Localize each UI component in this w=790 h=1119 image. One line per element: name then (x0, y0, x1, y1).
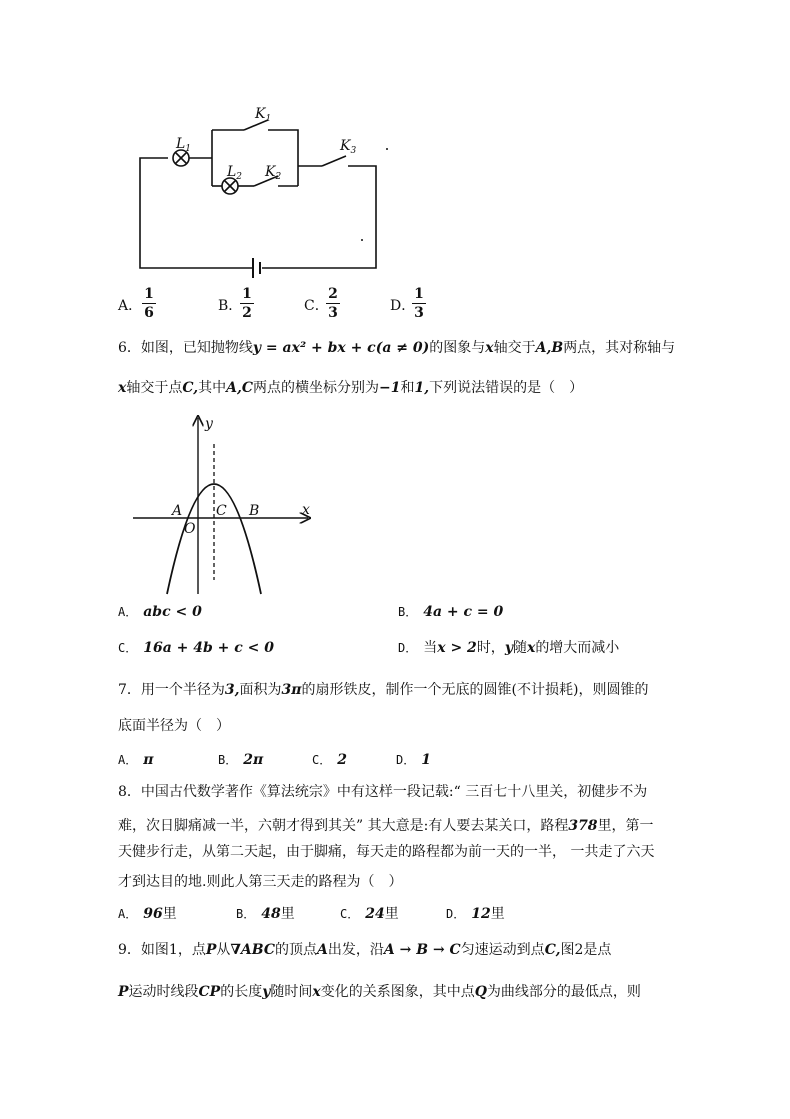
circuit-diagram (130, 100, 390, 280)
svg-text:L1: $L_1$ (176, 136, 192, 154)
point-label-a: A (172, 503, 183, 519)
q7-option-a: A． π (118, 752, 154, 768)
point-label-b: B (249, 503, 260, 519)
svg-text:L2: $L_2$ (227, 164, 243, 182)
q5-option-a-label: A． (118, 298, 143, 314)
q8-option-a: A． 96里 (118, 906, 177, 922)
svg-text:K2: $K_2$ (265, 164, 282, 182)
q5-option-d-fraction: 1 3 (412, 286, 426, 321)
q5-option-d-label: D． (390, 298, 416, 314)
label-K3: K (340, 138, 351, 154)
point-label-c: C (216, 503, 227, 519)
q6-option-c: C． 16a + 4b + c < 0 (118, 640, 275, 656)
label-K2: K (265, 164, 276, 180)
q9-text-line1: 9．如图1，点P从∇ABC的顶点A出发，沿A → B → C匀速运动到点C,图2是点 (118, 942, 612, 958)
svg-text:K3: $K_3$ (340, 138, 357, 156)
switch-K3 (322, 156, 346, 166)
parabola-graph (125, 410, 325, 600)
axis-label-y: y (205, 416, 213, 432)
q5-option-c-label: C． (304, 298, 329, 314)
label-K1: K (255, 106, 266, 122)
axis-label-x: x (302, 502, 310, 518)
svg-text:K1: $K_1$ (255, 106, 272, 124)
q6-option-b: B． 4a + c = 0 (398, 604, 504, 620)
q8-option-c: C． 24里 (340, 906, 399, 922)
q8-text-line4: 才到达目的地.则此人第三天走的路程为（ ） (118, 874, 403, 890)
q5-option-b-fraction: 1 2 (240, 286, 254, 321)
q7-option-d: D． 1 (396, 752, 431, 768)
q6-option-d: D． 当x > 2时，y随x的增大而减小 (398, 640, 620, 656)
q8-option-b: B． 48里 (236, 906, 295, 922)
q9-text-line2: P运动时线段CP的长度y随时间x变化的关系图象，其中点Q为曲线部分的最低点，则 (118, 984, 641, 1000)
q7-option-b: B． 2π (218, 752, 264, 768)
q8-text-line1: 8．中国古代数学著作《算法统宗》中有这样一段记载:“ 三百七十八里关，初健步不为 (118, 784, 648, 800)
label-L2: L (227, 164, 237, 180)
q8-option-d: D． 12里 (446, 906, 505, 922)
q5-option-b-label: B． (218, 298, 243, 314)
q5-option-a-fraction: 1 6 (142, 286, 156, 321)
q7-text-line2: 底面半径为（ ） (118, 718, 230, 734)
q6-text-line2: x轴交于点C,其中A,C两点的横坐标分别为−1和1,下列说法错误的是（ ） (118, 380, 584, 396)
q5-option-c-fraction: 2 3 (326, 286, 340, 321)
q6-option-a: A． abc < 0 (118, 604, 202, 620)
q7-option-c: C． 2 (312, 752, 347, 768)
q6-text-line1: 6．如图，已知抛物线y = ax² + bx + c(a ≠ 0)的图象与x轴交于A,B两点，其对称轴与 (118, 340, 676, 356)
q8-text-line2: 难，次日脚痛减一半，六朝才得到其关” 其大意是:有人要去某关口，路程378里，第一 (118, 818, 654, 834)
label-L1: L (176, 136, 186, 152)
q8-text-line3: 天健步行走，从第二天起，由于脚痛，每天走的路程都为前一天的一半， 一共走了六天 (118, 844, 655, 860)
point-label-o: O (184, 521, 196, 537)
q7-text-line1: 7．用一个半径为3,面积为3π的扇形铁皮，制作一个无底的圆锥(不计损耗)，则圆锥的 (118, 682, 649, 698)
